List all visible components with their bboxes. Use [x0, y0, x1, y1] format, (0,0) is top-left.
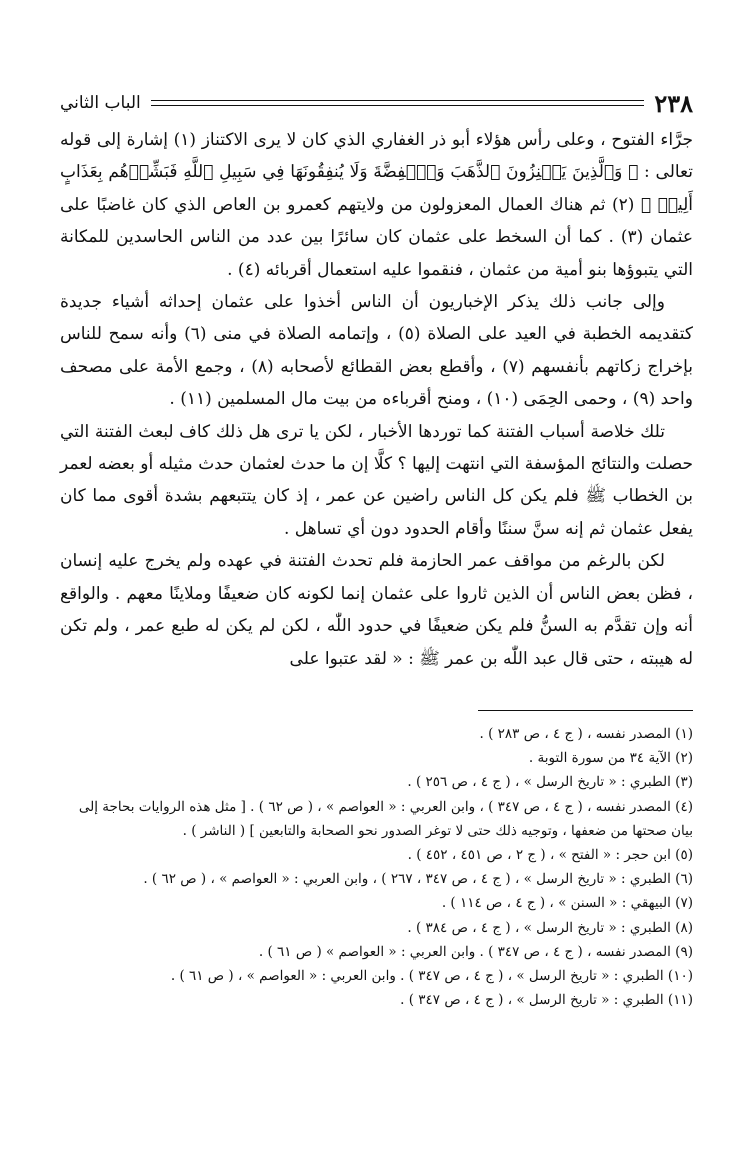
footnote: (١١) الطبري : « تاريخ الرسل » ، ( ج ٤ ، ص ٣٤٧ ) . — [400, 992, 693, 1009]
footnote: (٦) الطبري : « تاريخ الرسل » ، ( ج ٤ ، ص ٣٤٧ ، ٢٦٧ ) ، وابن العربي : « العواصم » ، ( ص ٦٢ ) . — [143, 871, 693, 888]
footnote: (٥) ابن حجر : « الفتح » ، ( ج ٢ ، ص ٤٥١ ، ٤٥٢ ) . — [407, 847, 693, 864]
footnote: (٧) البيهقي : « السنن » ، ( ج ٤ ، ص ١١٤ ) . — [441, 895, 693, 912]
footnote: (٩) المصدر نفسه ، ( ج ٤ ، ص ٣٤٧ ) . وابن العربي : « العواصم » ( ص ٦١ ) . — [258, 943, 693, 960]
footnote-separator — [478, 710, 693, 711]
paragraph: تلك خلاصة أسباب الفتنة كما توردها الأخبار ، لكن يا ترى هل ذلك كاف لبعث الفتنة التي حصلت والنتائج المؤسفة التي انتهت إليها ؟ كلَّا إن ما حدث لعثمان حدث مثيله أو بعضه لعمر بن الخطاب ﷺ فلم يكن كل الناس راضين عن عمر ، إذ كان يتتبعهم بشدة أقوى مما كان يفعل عثمان ثم إنه سنَّ سننًا وأقام الحدود دون أي تساهل . — [60, 421, 693, 539]
footnote: (١) المصدر نفسه ، ( ج ٤ ، ص ٢٨٣ ) . — [479, 726, 693, 742]
paragraph: وإلى جانب ذلك يذكر الإخباريون أن الناس أخذوا على عثمان إحداثه أشياء جديدة كتقديمه الخطبة في العيد على الصلاة (٥) ، وإتمامه الصلاة في منى (٦) وأنه سمح للناس بإخراج زكاتهم بأنفسهم (٧) ، وأقطع بعض القطائع لأصحابه (٨) ، وجمع الأمة على مصحف واحد (٩) ، وحمى الحِمَى (١٠) ، ومنح أقرباءه من بيت مال المسلمين (١١) . — [60, 292, 693, 410]
paragraph: لكن بالرغم من مواقف عمر الحازمة فلم تحدث الفتنة في عهده ولم يخرج عليه إنسان ، فظن بعض الناس أن الذين ثاروا على عثمان إنما لكونه كان ضعيفًا وملاينًا معهم . والواقع أنه وإن تقدَّم به السنُّ فلم يكن ضعيفًا في حدود اللّٰه ، لكن لم يكن له طبع عمر ، ولم تكن له هيبته ، حتى قال عبد اللّٰه بن عمر ﷺ : « لقد عتبوا على — [60, 551, 693, 669]
footnote: (١٠) الطبري : « تاريخ الرسل » ، ( ج ٤ ، ص ٣٤٧ ) . وابن العربي : « العواصم » ، ( ص ٦١ ) . — [170, 968, 693, 985]
main-text — [60, 124, 693, 675]
chapter-title: الباب الثاني — [60, 93, 141, 113]
header-rule — [151, 100, 645, 106]
footnotes — [60, 722, 693, 1012]
footnote: (٤) المصدر نفسه ، ( ج ٤ ، ص ٣٤٧ ) ، وابن العربي : « العواصم » ، ( ص ٦٢ ) . [ مثل هذه الروايات بحاجة إلى بيان صحتها من ضعفها ، وتوجيه ذلك حتى لا توغر الصدور نحو الصحابة والتابعين ] ( الناشر ) . — [78, 798, 693, 839]
running-header — [60, 88, 693, 118]
footnote: (٣) الطبري : « تاريخ الرسل » ، ( ج ٤ ، ص ٢٥٦ ) . — [407, 774, 693, 791]
page-number: ٢٣٨ — [654, 88, 693, 118]
footnote: (٢) الآية ٣٤ من سورة التوبة . — [528, 750, 693, 767]
paragraph: جرَّاء الفتوح ، وعلى رأس هؤلاء أبو ذر الغفاري الذي كان لا يرى الاكتناز (١) إشارة إلى قوله تعالى : ﴿ وَٱلَّذِينَ يَكۡنِزُونَ ٱلذَّهَبَ وَٱلۡفِضَّةَ وَلَا يُنفِقُونَهَا فِي سَبِيلِ ٱللَّهِ فَبَشِّرۡهُم بِعَذَابٍ أَلِيمٖ ﴾ (٢) ثم هناك العمال المعزولون من ولايتهم كعمرو بن العاص الذي كان غاضبًا على عثمان (٣) . كما أن السخط على عثمان كان سائرًا بين عدد من الناس الحاسدين للمكانة التي يتبوؤها بنو أمية من عثمان ، فنقموا عليه استعمال أقربائه (٤) . — [60, 130, 694, 280]
footnote: (٨) الطبري : « تاريخ الرسل » ، ( ج ٤ ، ص ٣٨٤ ) . — [407, 919, 693, 936]
